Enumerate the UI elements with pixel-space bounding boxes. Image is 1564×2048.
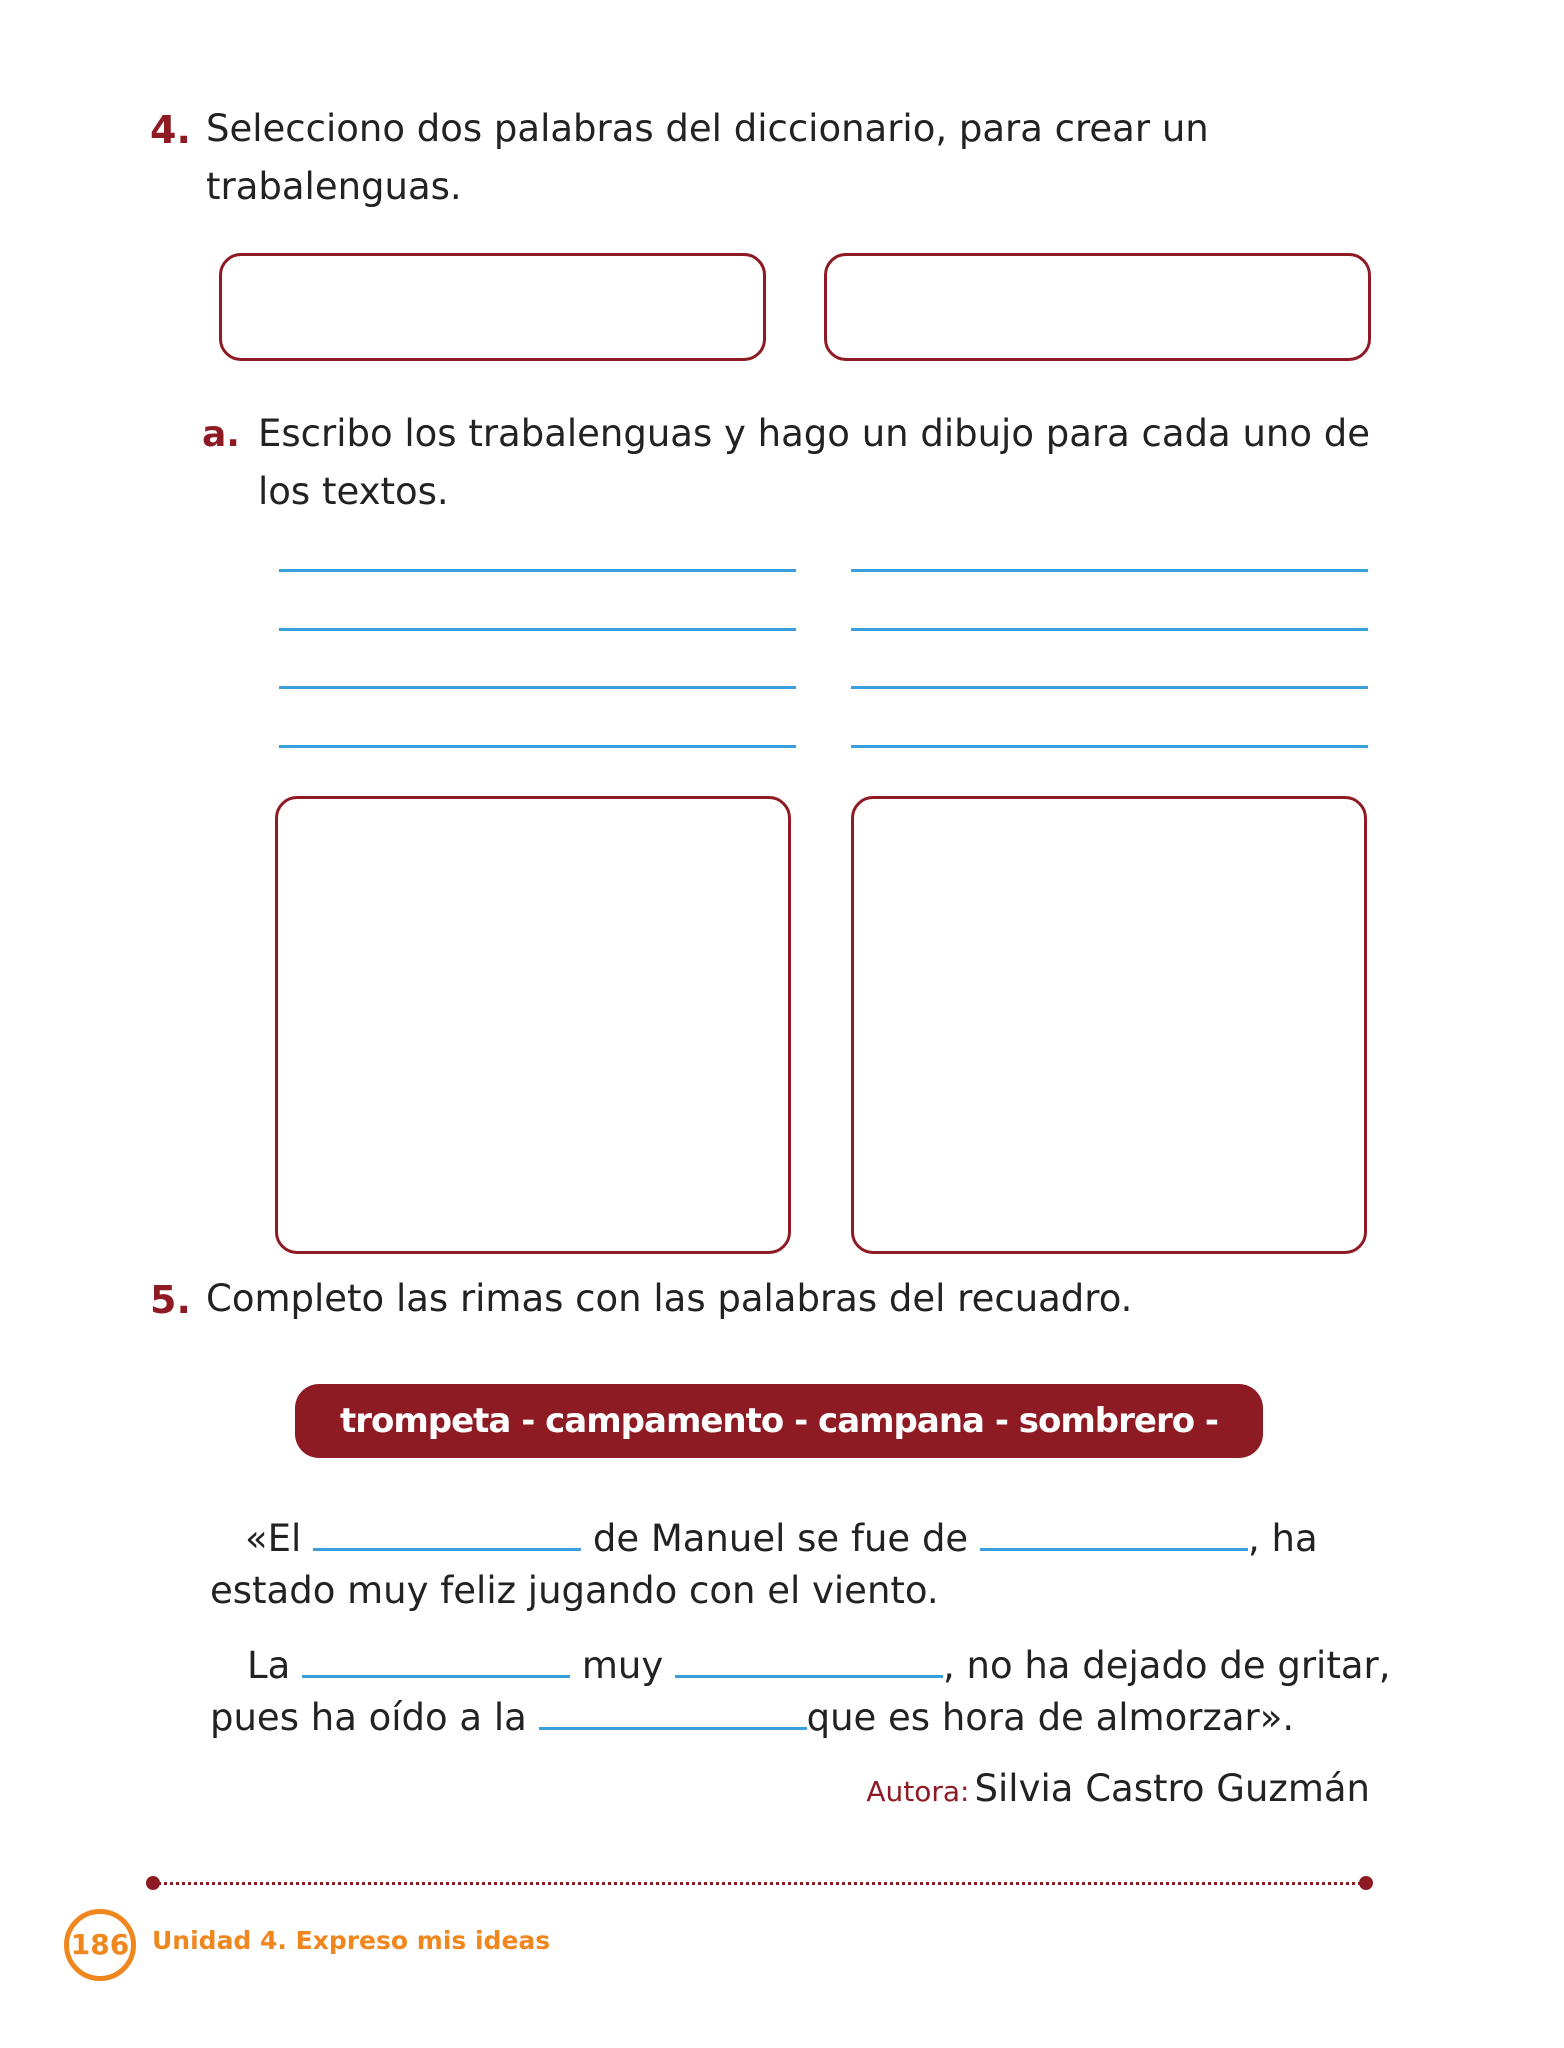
footer-divider — [152, 1882, 1367, 1885]
page-number-badge — [64, 1909, 136, 1981]
word-box-2[interactable] — [824, 253, 1371, 361]
writing-line-left-1[interactable] — [279, 569, 796, 572]
word-box-1[interactable] — [219, 253, 766, 361]
rhyme-line-1 — [245, 1510, 1318, 1568]
rhyme-line-1-middle: de Manuel se fue de — [592, 1517, 969, 1560]
writing-line-left-3[interactable] — [279, 686, 796, 689]
divider-dot-right — [1359, 1876, 1373, 1890]
exercise-5-number: 5. — [150, 1278, 191, 1322]
rhyme-line-3 — [247, 1637, 1390, 1695]
divider-dot-left — [146, 1876, 160, 1890]
blank-4[interactable] — [675, 1645, 943, 1678]
rhyme-line-1-end: , ha — [1247, 1517, 1318, 1560]
rhyme-line-4-open: pues ha oído a la — [210, 1696, 527, 1739]
rhyme-line-3-end: , no ha dejado de gritar, — [942, 1644, 1391, 1687]
writing-line-right-3[interactable] — [851, 686, 1368, 689]
blank-5[interactable] — [539, 1697, 807, 1730]
word-bank: trompeta - campamento - campana - sombrero - hambrienta — [295, 1384, 1263, 1458]
writing-line-right-4[interactable] — [851, 745, 1368, 748]
exercise-4-instruction-line1: Selecciono dos palabras del diccionario, para crear un — [206, 107, 1209, 150]
blank-1[interactable] — [313, 1518, 581, 1551]
rhyme-line-3-open: La — [247, 1644, 291, 1687]
author-label: Autora: — [866, 1775, 970, 1808]
drawing-box-1[interactable] — [275, 796, 791, 1254]
exercise-4-number: 4. — [150, 108, 191, 152]
writing-line-left-4[interactable] — [279, 745, 796, 748]
author-credit — [866, 1767, 1370, 1810]
drawing-box-2[interactable] — [851, 796, 1367, 1254]
writing-line-right-1[interactable] — [851, 569, 1368, 572]
rhyme-line-4 — [210, 1689, 1294, 1747]
author-name: Silvia Castro Guzmán — [974, 1767, 1370, 1810]
sub-item-a-instruction-line2: los textos. — [258, 470, 449, 513]
exercise-5-instruction: Completo las rimas con las palabras del recuadro. — [206, 1277, 1133, 1320]
writing-line-left-2[interactable] — [279, 628, 796, 631]
blank-2[interactable] — [980, 1518, 1248, 1551]
sub-item-a-letter: a. — [202, 414, 240, 455]
rhyme-line-3-middle: muy — [581, 1644, 664, 1687]
rhyme-line-1-open: «El — [245, 1517, 302, 1560]
writing-line-right-2[interactable] — [851, 628, 1368, 631]
rhyme-line-4-end: que es hora de almorzar». — [806, 1696, 1295, 1739]
sub-item-a-instruction-line1: Escribo los trabalenguas y hago un dibujo para cada uno de — [258, 412, 1371, 455]
page-number: 186 — [70, 1928, 130, 1961]
blank-3[interactable] — [302, 1645, 570, 1678]
footer-unit-title: Unidad 4. Expreso mis ideas — [152, 1926, 551, 1955]
exercise-4-instruction-line2: trabalenguas. — [206, 165, 462, 208]
rhyme-line-2: estado muy feliz jugando con el viento. — [210, 1569, 939, 1612]
